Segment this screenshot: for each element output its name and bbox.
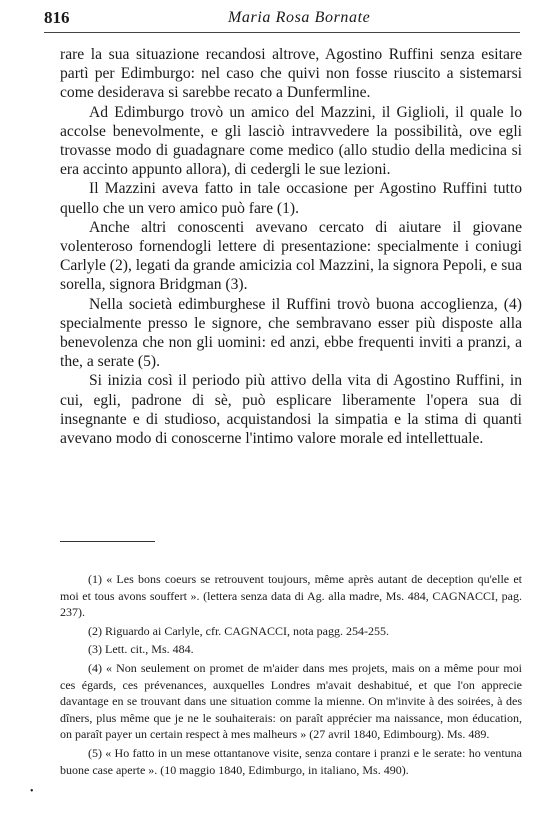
footnotes — [60, 571, 522, 780]
footnote-rule — [60, 541, 155, 542]
body-text — [60, 45, 522, 448]
page-number: 816 — [44, 8, 70, 27]
paragraph: Ad Edimburgo trovò un amico del Mazzini, il Giglioli, il quale lo accolse benevolmente, e gli lasciò intravvedere la possibilità, ove egli trovasse modo di guadagnare come medico (allo studio della medicina si era accinto appunto allora), di cedergli le sue lezioni. — [60, 103, 522, 179]
margin-mark: • — [30, 786, 34, 797]
footnote-3: (3) Lett. cit., Ms. 484. — [88, 642, 194, 657]
author-running-title: Maria Rosa Bornate — [228, 9, 371, 26]
running-head — [44, 8, 522, 30]
paragraph: Nella società edimburghese il Ruffini trovò buona accoglienza, (4) specialmente presso le signore, che sembravano esser più disposte alla benevolenza che non gli uomini: ed anzi, ebbe frequenti inviti a pranzi, a the, a serate (5). — [60, 295, 522, 371]
header-rule — [44, 32, 520, 33]
footnote-4: (4) « Non seulement on promet de m'aider dans mes projets, mais on a même pour moi ces égards, ces prévenances, auxquelles Londres m'avait deshabitué, et que l'on apprecie davantage en se trouvant dans une situation comme la mienne. On m'invite à des soirées, à des dîners, plus même que je ne le souhaiterais: on paraît apprécier ma naissance, mon éducation, on paraît payer un certain respect à mes malheurs » (27 avril 1840, Edimbourg). Ms. 489. — [60, 660, 522, 742]
paragraph: Si inizia così il periodo più attivo della vita di Agostino Ruffini, in cui, egli, padrone di sè, può esplicare liberamente l'opera sua di insegnante e di studioso, acquistandosi la simpatia e la stima di quanti avevano modo di conoscerne l'intimo valore morale ed intellettuale. — [60, 372, 522, 448]
footnote-2: (2) Riguardo ai Carlyle, cfr. CAGNACCI, nota pagg. 254-255. — [88, 623, 389, 638]
paragraph-continued: rare la sua situazione recandosi altrove, Agostino Ruffini senza esitare partì per Edimburgo: nel caso che quivi non fosse riuscito a sistemarsi come desiderava si sarebbe recato a Dunfermline. — [60, 46, 522, 102]
paragraph: Anche altri conoscenti avevano cercato di aiutare il giovane volenteroso fornendogli lettere di presentazione: specialmente i coniugi Carlyle (2), legati da grande amicizia col Mazzini, la signora Pepoli, e sua sorella, signora Bridgman (3). — [60, 218, 523, 294]
footnote-5: (5) « Ho fatto in un mese ottantanove visite, senza contare i pranzi e le serate: ho ventuna buone case aperte ». (10 maggio 1840, Edimburgo, in italiano, Ms. 490). — [60, 745, 522, 777]
paragraph: Il Mazzini aveva fatto in tale occasione per Agostino Ruffini tutto quello che un vero amico può fare (1). — [60, 180, 522, 217]
footnote-1: (1) « Les bons coeurs se retrouvent toujours, même après autant de deception qu'elle et moi et tous avons souffert ». (lettera senza data di Ag. alla madre, Ms. 484, CAGNACCI, pag. 237). — [60, 572, 522, 620]
